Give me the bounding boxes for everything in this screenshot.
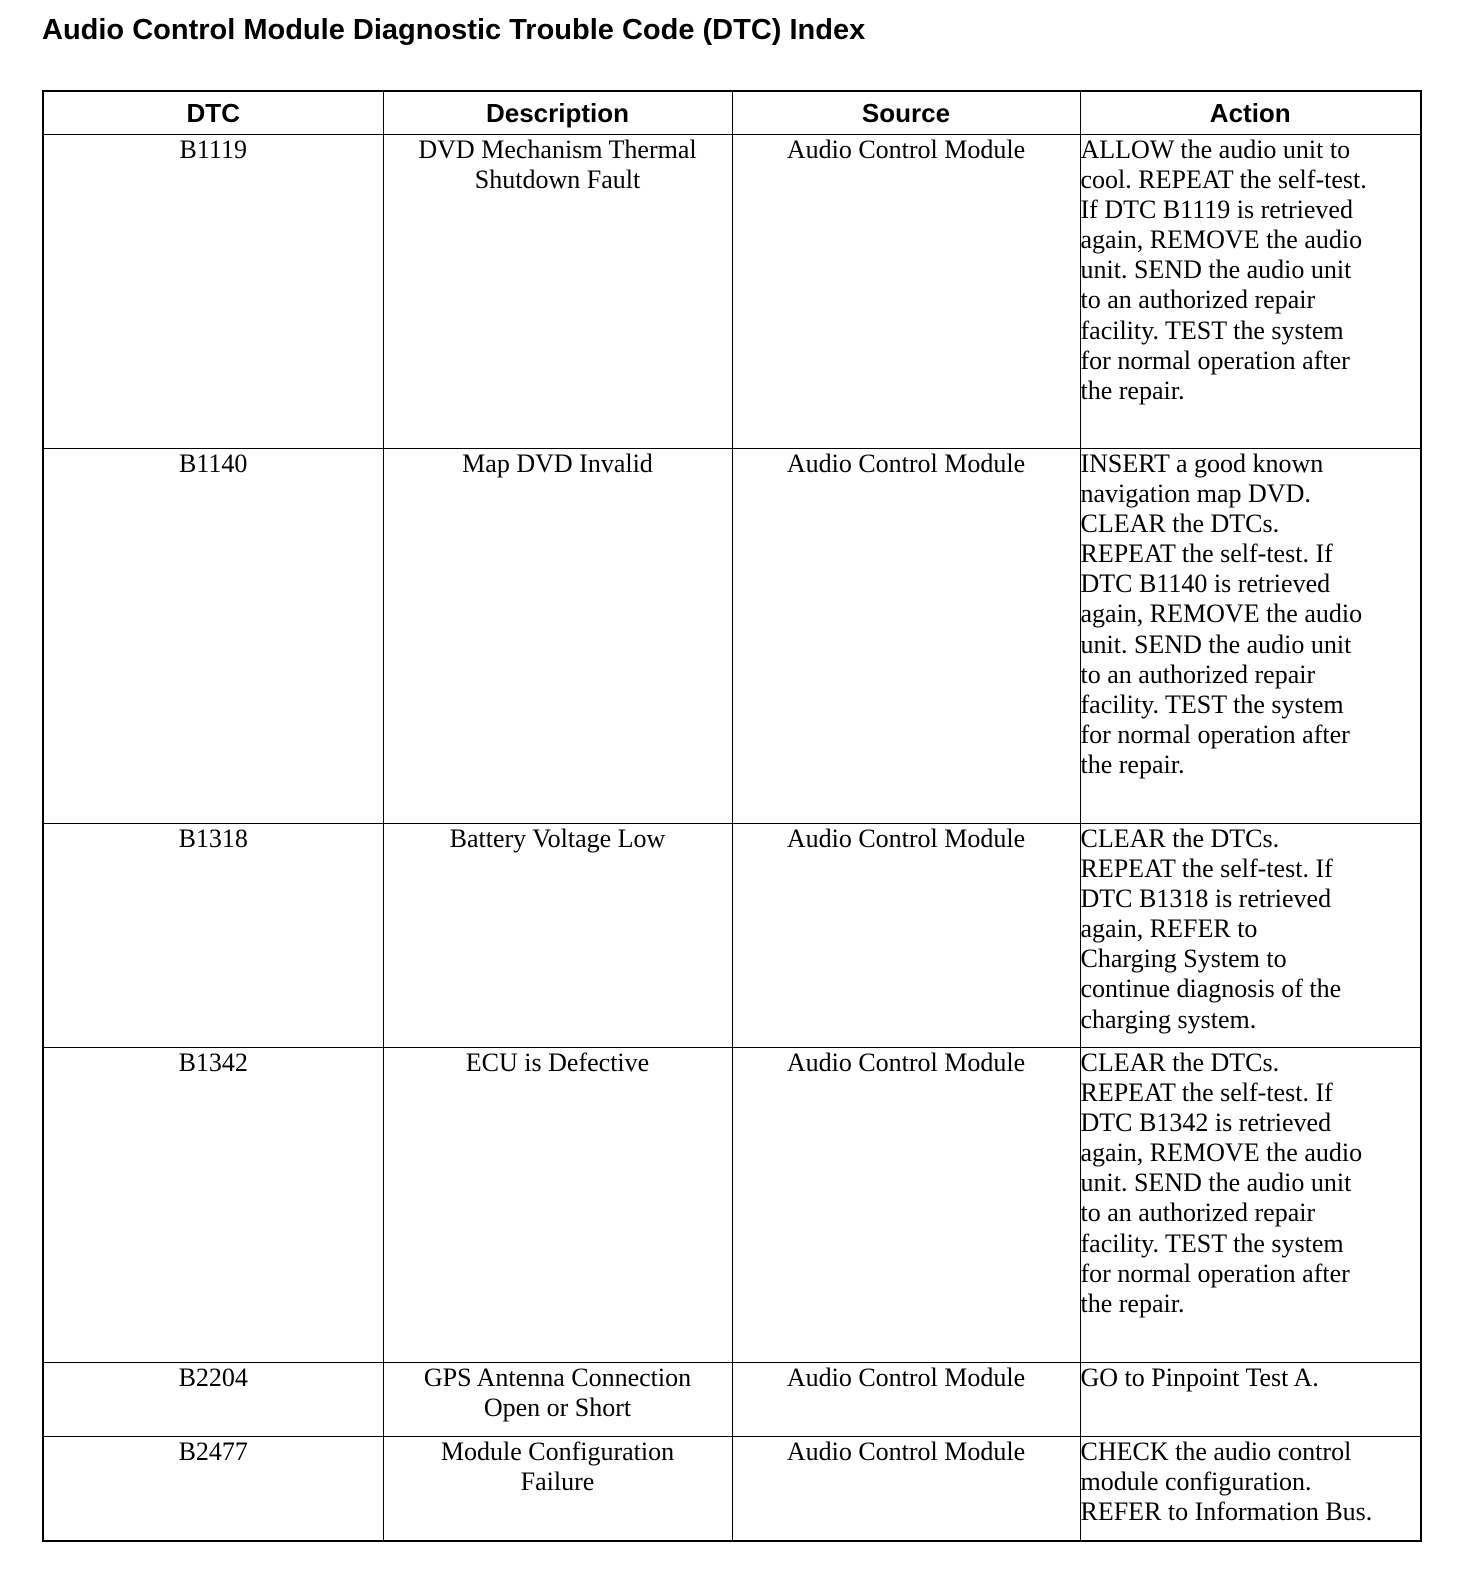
column-header-action: Action	[1080, 91, 1421, 135]
dtc-description: ECU is Defective	[383, 1048, 732, 1363]
dtc-action: ALLOW the audio unit to cool. REPEAT the self-test. If DTC B1119 is retrieved again, REMOVE the audio unit. SEND the audio unit to an authorized repair facility. TEST the system for normal operation after the repair.	[1080, 135, 1421, 449]
dtc-description: DVD Mechanism Thermal Shutdown Fault	[383, 135, 732, 449]
table-row	[43, 1048, 1421, 1363]
dtc-code: B1140	[43, 449, 383, 824]
dtc-action: CLEAR the DTCs. REPEAT the self-test. If DTC B1318 is retrieved again, REFER to Charging System to continue diagnosis of the charging system.	[1080, 824, 1421, 1048]
dtc-source: Audio Control Module	[732, 1363, 1080, 1437]
dtc-code: B1119	[43, 135, 383, 449]
table-row	[43, 449, 1421, 824]
dtc-source: Audio Control Module	[732, 1437, 1080, 1541]
dtc-source: Audio Control Module	[732, 824, 1080, 1048]
dtc-code: B2477	[43, 1437, 383, 1541]
dtc-description: GPS Antenna Connection Open or Short	[383, 1363, 732, 1437]
dtc-code: B1342	[43, 1048, 383, 1363]
page-title: Audio Control Module Diagnostic Trouble Code (DTC) Index	[42, 14, 866, 46]
dtc-code: B2204	[43, 1363, 383, 1437]
dtc-action: INSERT a good known navigation map DVD. CLEAR the DTCs. REPEAT the self-test. If DTC B1140 is retrieved again, REMOVE the audio unit. SEND the audio unit to an authorized repair facility. TEST the system for normal operation after the repair.	[1080, 449, 1421, 824]
dtc-source: Audio Control Module	[732, 1048, 1080, 1363]
dtc-index-table	[42, 90, 1422, 1542]
dtc-action: CLEAR the DTCs. REPEAT the self-test. If DTC B1342 is retrieved again, REMOVE the audio unit. SEND the audio unit to an authorized repair facility. TEST the system for normal operation after the repair.	[1080, 1048, 1421, 1363]
table-row	[43, 135, 1421, 449]
dtc-action: CHECK the audio control module configuration. REFER to Information Bus.	[1080, 1437, 1421, 1541]
dtc-action: GO to Pinpoint Test A.	[1080, 1363, 1421, 1437]
table-row	[43, 1437, 1421, 1541]
table-row	[43, 824, 1421, 1048]
dtc-source: Audio Control Module	[732, 135, 1080, 449]
table-row	[43, 1363, 1421, 1437]
column-header-dtc: DTC	[43, 91, 383, 135]
table-header-row	[43, 91, 1421, 135]
column-header-source: Source	[732, 91, 1080, 135]
dtc-code: B1318	[43, 824, 383, 1048]
dtc-source: Audio Control Module	[732, 449, 1080, 824]
dtc-description: Module Configuration Failure	[383, 1437, 732, 1541]
dtc-description: Map DVD Invalid	[383, 449, 732, 824]
dtc-description: Battery Voltage Low	[383, 824, 732, 1048]
column-header-description: Description	[383, 91, 732, 135]
